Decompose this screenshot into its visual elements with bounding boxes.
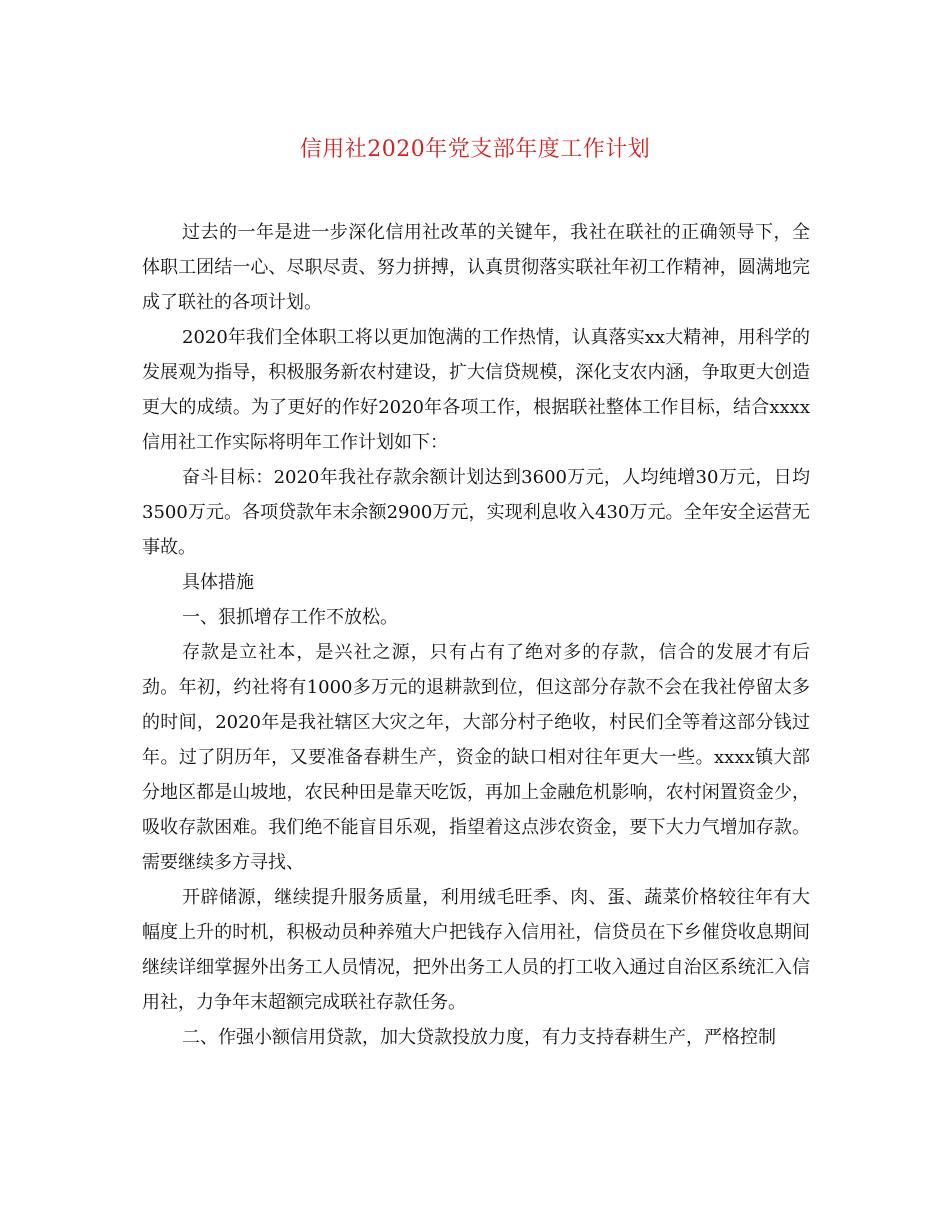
document-title: 信用社2020年党支部年度工作计划	[299, 137, 651, 162]
paragraph: 奋斗目标：2020年我社存款余额计划达到3600万元，人均纯增30万元，日均3500万元。各项贷款年末余额2900万元，实现利息收入430万元。全年安全运营无事故。	[142, 467, 810, 558]
section-heading: 具体措施	[182, 572, 254, 593]
section-heading: 一、狠抓增存工作不放松。	[182, 607, 398, 628]
paragraph: 过去的一年是进一步深化信用社改革的关键年，我社在联社的正确领导下，全体职工团结一心、尽职尽责、努力拼搏，认真贯彻落实联社年初工作精神，圆满地完成了联社的各项计划。	[142, 222, 810, 313]
paragraph: 二、作强小额信用贷款，加大贷款投放力度，有力支持春耕生产，严格控制	[182, 1027, 776, 1048]
paragraph: 开辟储源，继续提升服务质量，利用绒毛旺季、肉、蛋、蔬菜价格较往年有大幅度上升的时机，积极动员种养殖大户把钱存入信用社，信贷员在下乡催贷收息期间继续详细掌握外出务工人员情况，把外出务工人员的打工收入通过自治区系统汇入信用社，力争年末超额完成联社存款任务。	[142, 887, 810, 1013]
document-body	[142, 215, 810, 1055]
paragraph: 2020年我们全体职工将以更加饱满的工作热情，认真落实xx大精神，用科学的发展观为指导，积极服务新农村建设，扩大信贷规模，深化支农内涵，争取更大创造更大的成绩。为了更好的作好2020年各项工作，根据联社整体工作目标，结合xxxx信用社工作实际将明年工作计划如下：	[142, 327, 810, 453]
paragraph: 存款是立社本，是兴社之源，只有占有了绝对多的存款，信合的发展才有后劲。年初，约社将有1000多万元的退耕款到位，但这部分存款不会在我社停留太多的时间，2020年是我社辖区大灾之年，大部分村子绝收，村民们全等着这部分钱过年。过了阴历年，又要准备春耕生产，资金的缺口相对往年更大一些。xxxx镇大部分地区都是山坡地，农民种田是靠天吃饭，再加上金融危机影响，农村闲置资金少，吸收存款困难。我们绝不能盲目乐观，指望着这点涉农资金，要下大力气增加存款。需要继续多方寻找、	[142, 642, 810, 873]
